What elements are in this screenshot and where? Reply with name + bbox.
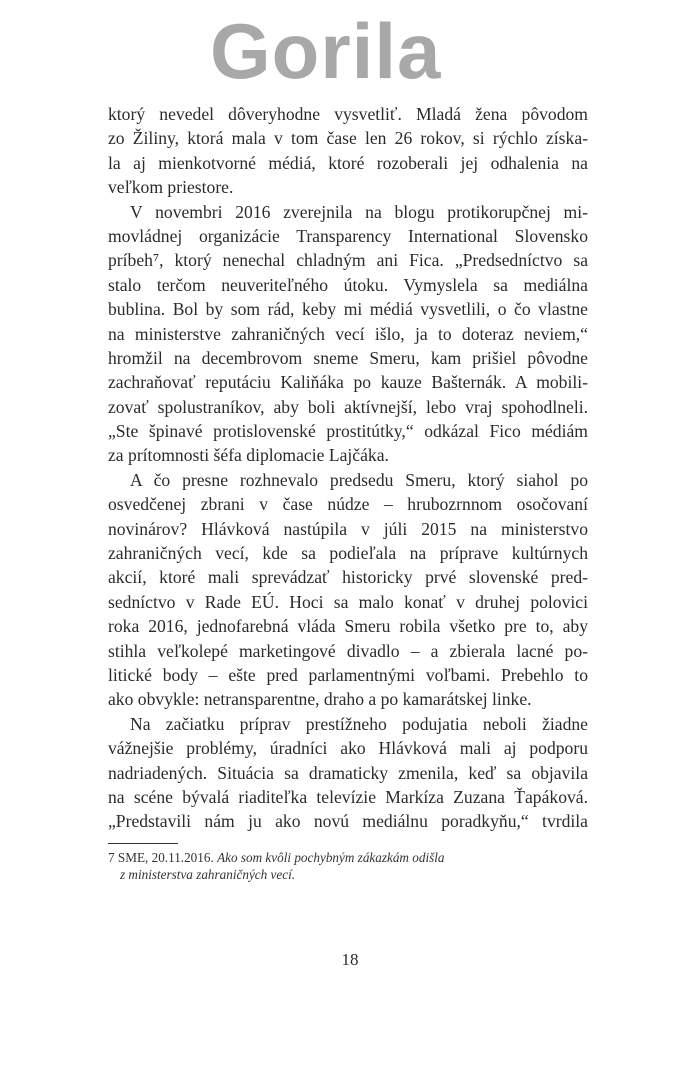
text-line: movládnej organizácie Transparency International Slovensko: [108, 225, 588, 246]
text-line: ako obvykle: netransparentne, draho a po kamarátskej linke.: [108, 689, 532, 710]
watermark-logo: Gorila: [210, 7, 442, 95]
text-line: ktorý nevedel dôveryhodne vysvetliť. Mladá žena pôvodom: [108, 104, 588, 124]
text-line: vážnejšie problémy, úradníci ako Hlávková mali aj podporu: [108, 738, 588, 759]
text-line: stalo terčom neuveriteľného útoku. Vymyslela sa mediálna: [108, 274, 588, 295]
text-line: „Predstavili nám ju ako novú mediálnu poradkyňu,“ tvrdila: [108, 811, 588, 832]
body-text: [108, 102, 588, 834]
text-line: Na začiatku príprav prestížneho podujatia neboli žiadne: [130, 713, 588, 734]
text-line: litické body – ešte pred parlamentnými voľbami. Prebehlo to: [108, 664, 588, 685]
text-line: A čo presne rozhnevalo predsedu Smeru, ktorý siahol po: [130, 469, 588, 490]
footnote-divider: [108, 843, 178, 844]
text-line: veľkom priestore.: [108, 177, 234, 198]
footnote: [108, 849, 445, 883]
text-line: bublina. Bol by som rád, keby mi médiá vysvetlili, o čo vlastne: [108, 299, 588, 320]
text-line: stihla veľkolepé marketingové divadlo – a zbierala lacné po-: [108, 640, 588, 661]
footnote-line-2: [108, 866, 445, 883]
footnote-title-continued: z ministerstva zahraničných vecí.: [120, 867, 296, 882]
text-line: roka 2016, jednofarebná vláda Smeru robila všetko pre to, aby: [108, 616, 588, 637]
paragraph: [108, 200, 588, 468]
text-line: nadriadených. Situácia sa dramaticky zmenila, keď sa objavila: [108, 762, 588, 783]
text-line: osvedčenej zbrani v čase núdze – hrubozrnnom osočovaní: [108, 494, 588, 515]
text-line: zahraničných vecí, kde sa podieľala na príprave kultúrnych: [108, 543, 588, 564]
text-line: zo Žiliny, ktorá mala v tom čase len 26 rokov, si rýchlo získa-: [108, 128, 588, 149]
text-line: hromžil na decembrovom sneme Smeru, kam prišiel pôvodne: [108, 347, 588, 368]
text-line: za prítomnosti šéfa diplomacie Lajčáka.: [108, 445, 389, 466]
footnote-title: Ako som kvôli pochybným zákazkám odišla: [217, 850, 445, 865]
footnote-number: 7: [108, 850, 115, 865]
text-line: la aj mienkotvorné médiá, ktoré rozoberali jej odhalenia na: [108, 152, 588, 173]
paragraph: [108, 468, 588, 712]
text-line: zovať spolustraníkov, aby boli aktívnejší, lebo vraj spohodlneli.: [108, 396, 588, 417]
text-line: sedníctvo v Rade EÚ. Hoci sa malo konať v druhej polovici: [108, 591, 588, 612]
text-line: V novembri 2016 zverejnila na blogu protikorupčnej mi-: [130, 201, 588, 222]
paragraph: [108, 712, 588, 834]
text-line: na ministerstve zahraničných vecí išlo, ja to doteraz neviem,“: [108, 323, 588, 344]
text-line: na scéne bývalá riaditeľka televízie Markíza Zuzana Ťapáková.: [108, 786, 588, 807]
text-line: „Ste špinavé protislovenské prostitútky,“ odkázal Fico médiám: [108, 421, 588, 442]
footnote-source: SME, 20.11.2016.: [117, 850, 214, 865]
text-line: akcií, ktoré mali sprevádzať historicky prvé slovenské pred-: [108, 567, 588, 588]
text-line: zachraňovať reputáciu Kaliňáka po kauze Bašternák. A mobili-: [108, 372, 588, 393]
page-number: 18: [341, 950, 359, 969]
footnote-line-1: [108, 849, 445, 866]
text-line: príbeh⁷, ktorý nenechal chladným ani Fica. „Predsedníctvo sa: [108, 250, 588, 271]
text-line: novinárov? Hlávková nastúpila v júli 2015 na ministerstvo: [108, 518, 588, 539]
paragraph: [108, 102, 588, 200]
